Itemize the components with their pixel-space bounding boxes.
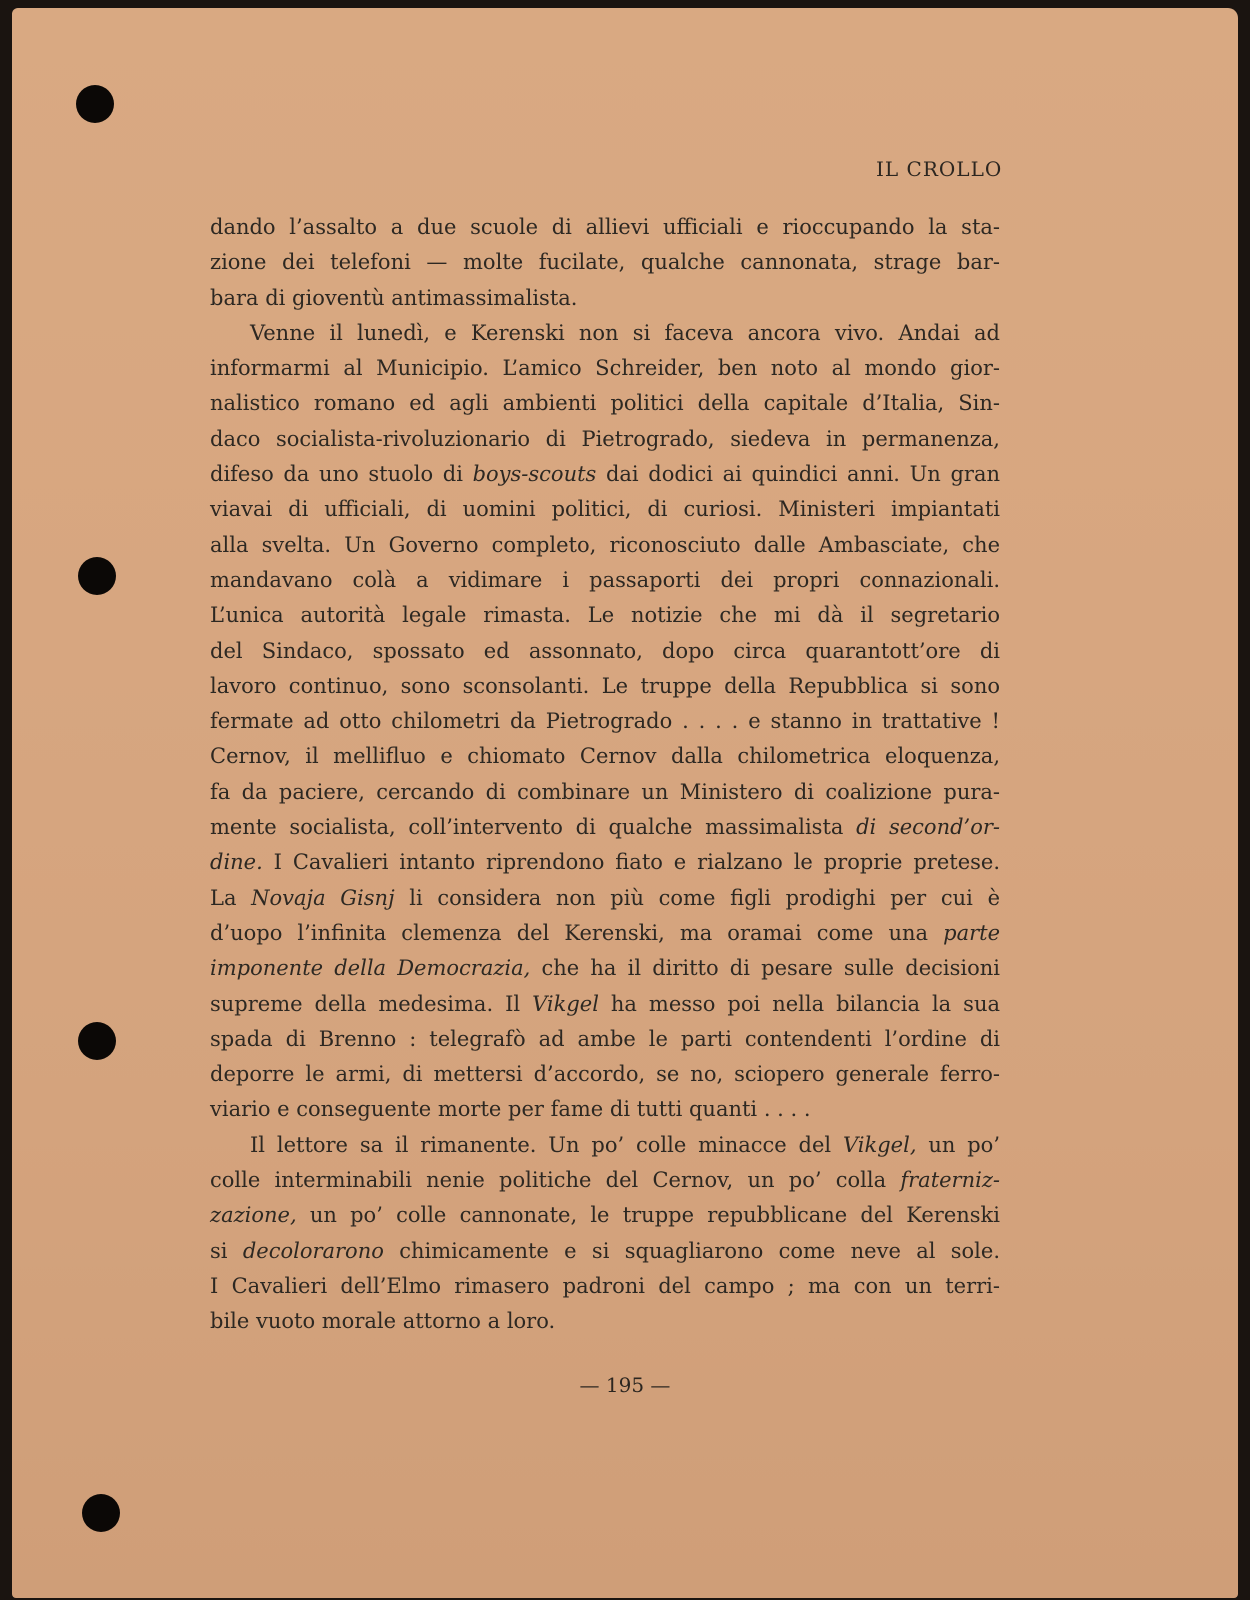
text-line <box>210 1198 1000 1233</box>
text-run: viario e conseguente morte per fame di tutti quanti . . . . <box>210 1097 811 1122</box>
text-run: Il lettore sa il rimanente. Un po’ colle minacce del <box>250 1132 843 1157</box>
text-run: lavoro continuo, sono sconsolanti. Le truppe della Repubblica si sono <box>210 673 1000 698</box>
text-line <box>210 386 1000 421</box>
text-run: I Cavalieri dell’Elmo rimasero padroni del campo ; ma con un terri- <box>210 1273 1000 1298</box>
text-line <box>210 457 1000 492</box>
text-line <box>210 245 1000 280</box>
text-run: La <box>210 885 252 910</box>
text-run: ha messo poi nella bilancia la sua <box>598 991 1000 1016</box>
text-run: li considera non più come figli prodighi per cui è <box>394 885 1000 910</box>
text-run: si <box>210 1238 243 1263</box>
text-line <box>210 1269 1000 1304</box>
page-number: — 195 — <box>579 1373 671 1397</box>
punch-hole <box>82 1494 120 1532</box>
italic-run: decolorarono <box>242 1238 384 1263</box>
text-line <box>210 704 1000 739</box>
text-line <box>210 598 1000 633</box>
text-line <box>210 845 1000 880</box>
text-run: daco socialista-rivoluzionario di Pietrogrado, siedeva in permanenza, <box>210 426 1000 451</box>
text-line <box>210 422 1000 457</box>
italic-run: parte <box>943 920 1000 945</box>
italic-run: di second’or- <box>856 815 1000 840</box>
text-line <box>210 951 1000 986</box>
text-run: zione dei telefoni — molte fucilate, qualche cannonata, strage bar- <box>210 250 1000 275</box>
text-run: informarmi al Municipio. L’amico Schreider, ben noto al mondo gior- <box>210 356 1000 381</box>
italic-run: Novaja Gisnj <box>251 885 395 910</box>
text-run: L’unica autorità legale rimasta. Le notizie che mi dà il segretario <box>210 603 1000 628</box>
text-run: Venne il lunedì, e Kerenski non si faceva ancora vivo. Andai ad <box>250 320 1000 345</box>
text-line <box>210 810 1000 845</box>
text-run: fermate ad otto chilometri da Pietrogrado . . . . e stanno in trattative ! <box>210 709 1000 734</box>
text-run: che ha il diritto di pesare sulle decisioni <box>530 956 1000 981</box>
text-line <box>210 281 1000 316</box>
italic-run: Vikgel <box>532 991 599 1016</box>
text-line <box>210 1057 1000 1092</box>
italic-run: imponente della Democrazia, <box>210 956 531 981</box>
text-run: dando l’assalto a due scuole di allievi ufficiali e rioccupando la sta- <box>210 215 1000 239</box>
italic-run: fraterniz- <box>900 1168 1000 1193</box>
text-run: un po’ colle cannonate, le truppe repubblicane del Kerenski <box>296 1203 1000 1228</box>
text-run: deporre le armi, di mettersi d’accordo, se no, sciopero generale ferro- <box>210 1062 1000 1087</box>
text-run: d’uopo l’infinita clemenza del Kerenski, ma oramai come una <box>210 920 944 945</box>
text-line <box>210 1234 1000 1269</box>
text-line <box>210 1022 1000 1057</box>
text-line <box>210 739 1000 774</box>
text-line <box>210 563 1000 598</box>
italic-run: zazione, <box>210 1203 297 1228</box>
text-line <box>210 351 1000 386</box>
text-run: nalistico romano ed agli ambienti politici della capitale d’Italia, Sin- <box>210 391 1000 416</box>
text-run: difeso da uno stuolo di <box>210 462 473 487</box>
text-line <box>210 492 1000 527</box>
text-run: dai dodici ai quindici anni. Un gran <box>596 462 1001 487</box>
italic-run: dine. <box>210 850 263 875</box>
text-line <box>210 881 1000 916</box>
running-header: IL CROLLO <box>876 157 1003 181</box>
text-run: bara di gioventù antimassimalista. <box>210 285 578 310</box>
text-run: chimicamente e si squagliarono come neve al sole. <box>383 1238 1000 1263</box>
italic-run: boys-scouts <box>472 462 597 487</box>
text-line <box>210 1163 1000 1198</box>
text-run: spada di Brenno : telegrafò ad ambe le parti contendenti l’ordine di <box>210 1026 1000 1051</box>
text-line <box>210 775 1000 810</box>
text-run: mandavano colà a vidimare i passaporti dei propri connazionali. <box>210 567 1000 592</box>
text-line <box>210 634 1000 669</box>
text-line <box>210 1092 1000 1127</box>
text-run: I Cavalieri intanto riprendono fiato e rialzano le proprie pretese. <box>262 850 1000 875</box>
text-line <box>210 669 1000 704</box>
text-run: un po’ <box>916 1132 1001 1157</box>
text-run: colle interminabili nenie politiche del Cernov, un po’ colla <box>210 1168 901 1193</box>
body-text <box>210 210 1000 1340</box>
text-run: viavai di ufficiali, di uomini politici, di curiosi. Ministeri impiantati <box>210 497 1000 522</box>
text-run: supreme della medesima. Il <box>210 991 533 1016</box>
text-line <box>210 987 1000 1022</box>
punch-hole <box>78 1022 116 1060</box>
punch-hole <box>78 557 116 595</box>
text-line <box>210 210 1000 245</box>
text-run: alla svelta. Un Governo completo, riconosciuto dalle Ambasciate, che <box>210 532 1000 557</box>
text-line <box>210 316 1000 351</box>
text-line <box>210 1128 1000 1163</box>
text-line <box>210 1304 1000 1339</box>
italic-run: Vikgel, <box>843 1132 917 1157</box>
text-line <box>210 528 1000 563</box>
text-run: fa da paciere, cercando di combinare un Ministero di coalizione pura- <box>210 779 1000 804</box>
punch-hole <box>76 85 114 123</box>
text-run: mente socialista, coll’intervento di qualche massimalista <box>210 815 857 840</box>
text-run: Cernov, il mellifluo e chiomato Cernov dalla chilometrica eloquenza, <box>210 744 1000 769</box>
text-run: del Sindaco, spossato ed assonnato, dopo circa quarantott’ore di <box>210 638 1000 663</box>
text-line <box>210 916 1000 951</box>
text-run: bile vuoto morale attorno a loro. <box>210 1309 556 1334</box>
